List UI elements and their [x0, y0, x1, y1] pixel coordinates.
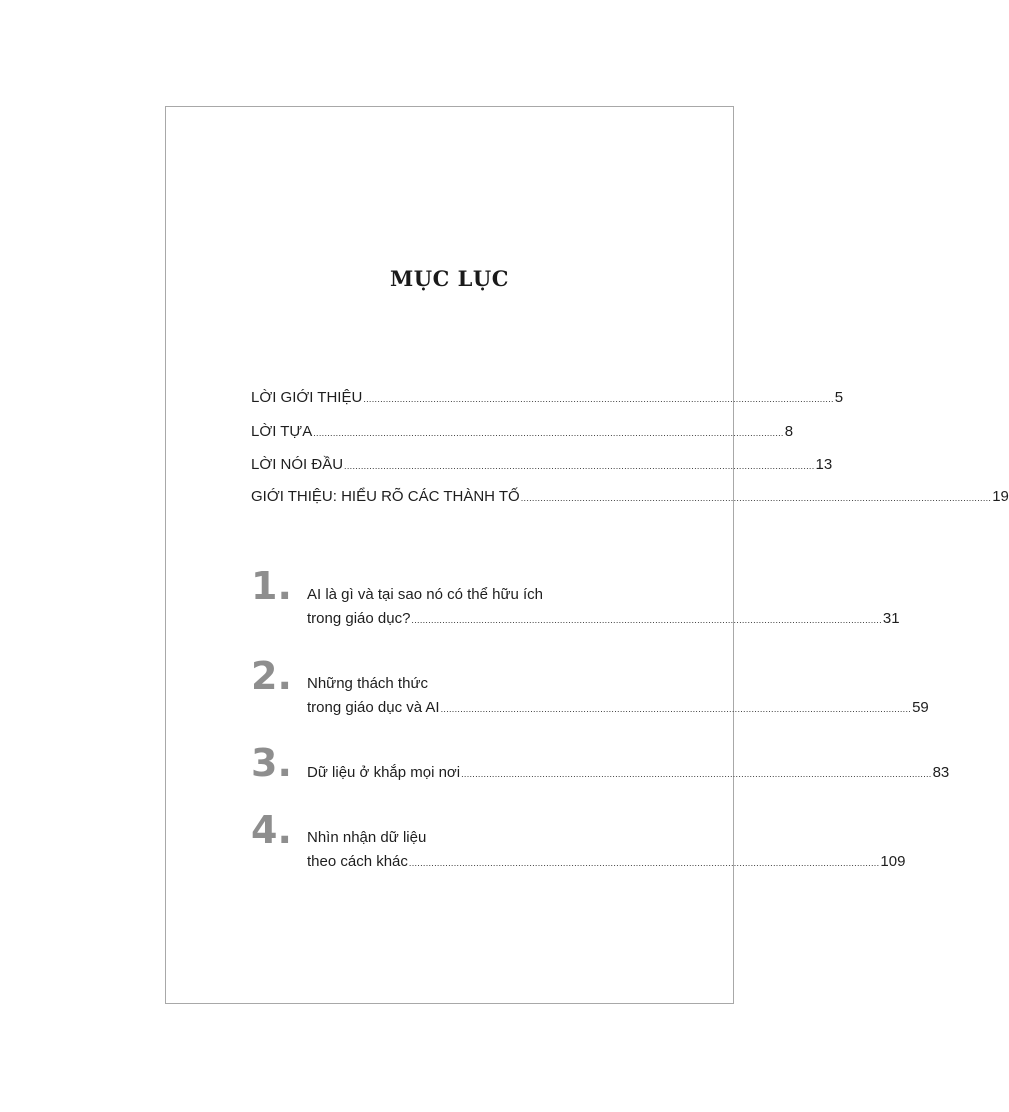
toc-entry-label: GIỚI THIỆU: HIỂU RÕ CÁC THÀNH TỐ: [251, 488, 520, 505]
leader-dots: ........................................................................................................................................................................: [313, 428, 784, 438]
chapter-number: 3.: [251, 741, 292, 785]
book-page: [165, 106, 1009, 1004]
toc-entry-page: 5: [834, 389, 844, 406]
chapter-title-line2: trong giáo dục?: [307, 610, 411, 627]
chapter-number: 1.: [251, 564, 292, 608]
toc-entry-label: LỜI GIỚI THIỆU: [251, 389, 363, 406]
chapter-title-line2: Dữ liệu ở khắp mọi nơi: [307, 764, 461, 781]
leader-dots: ........................................................................................................................................................................: [461, 769, 932, 779]
chapter-page: 59: [912, 699, 929, 716]
leader-dots: ........................................................................................................................................................................: [344, 461, 815, 471]
chapter-number: 2.: [251, 654, 292, 698]
toc-entry-label: LỜI NÓI ĐẦU: [251, 456, 344, 473]
chapter-page: 83: [932, 764, 950, 781]
chapter-title-line2: theo cách khác: [307, 853, 408, 870]
toc-entry: [251, 455, 833, 476]
toc-entry-page: 8: [784, 423, 794, 440]
toc-entry: [251, 388, 844, 409]
leader-dots: ........................................................................................................................................................................: [520, 493, 992, 503]
chapter-title-line2: trong giáo dục và AI: [307, 699, 440, 716]
chapter-title-line1: Nhìn nhận dữ liệu: [307, 829, 427, 846]
toc-entry-page: 19: [992, 488, 1009, 505]
leader-dots: ........................................................................................................................................................................: [363, 394, 834, 404]
toc-title: MỤC LỤC: [390, 266, 509, 291]
leader-dots: ........................................................................................................................................................................: [440, 704, 912, 714]
toc-entry-label: LỜI TỰA: [251, 423, 313, 440]
chapter-page: 109: [880, 853, 906, 870]
chapter-page: 31: [882, 610, 900, 627]
leader-dots: ........................................................................................................................................................................: [411, 615, 882, 625]
toc-entry-page: 13: [815, 456, 833, 473]
toc-entry: [251, 422, 794, 443]
leader-dots: ........................................................................................................................................................................: [408, 858, 880, 868]
chapter-number: 4.: [251, 808, 292, 852]
toc-entry: [251, 487, 1009, 508]
chapter-title-line1: Những thách thức: [307, 675, 428, 692]
chapter-title-line1: AI là gì và tại sao nó có thể hữu ích: [307, 586, 544, 603]
